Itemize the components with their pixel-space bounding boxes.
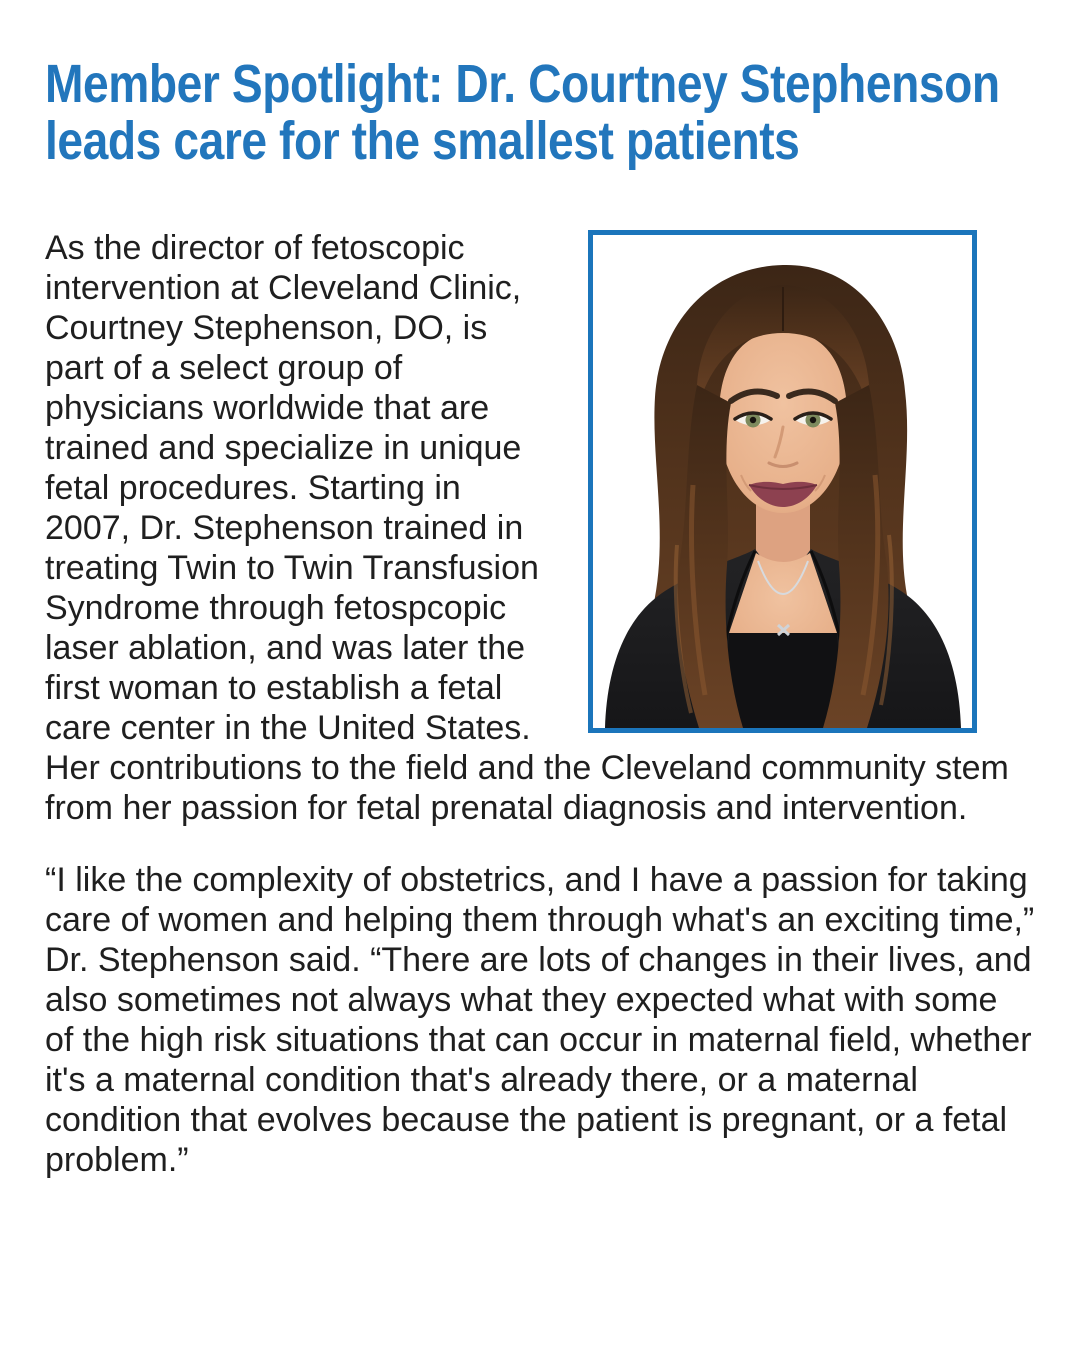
page-title-line2: leads care for the smallest patients [45,111,800,171]
article-paragraph-1: As the director of fetoscopic intervention at Cleveland Clinic, Courtney Stephenson, DO, is part of a select group of physicians worldwide that are trained and specialize in unique fetal procedures. Starting in 2007, Dr. Stephenson trained in treating Twin to Twin Transfusion Syndrome through fetospcopic laser ablation, and was later the first woman to establish a fetal care center in the United States. Her contributions to the field and the Cleveland community stem from her passion for fetal prenatal diagnosis and intervention. [45,229,1009,827]
article-paragraph-2: “I like the complexity of obstetrics, and I have a passion for taking care of women and helping them through what's an exciting time,” Dr. Stephenson said. “There are lots of changes in their lives, and also sometimes not always what they expected what with some of the high risk situations that can occur in maternal field, whether it's a maternal condition that's already there, or a maternal condition that evolves because the patient is pregnant, or a fetal problem.” [45,861,1035,1179]
page-title [45,56,1035,170]
page-title-line1: Member Spotlight: Dr. Courtney Stephenson [45,54,1000,114]
portrait-photo [588,230,977,733]
portrait-illustration [593,235,972,728]
article-body [45,228,1035,1180]
